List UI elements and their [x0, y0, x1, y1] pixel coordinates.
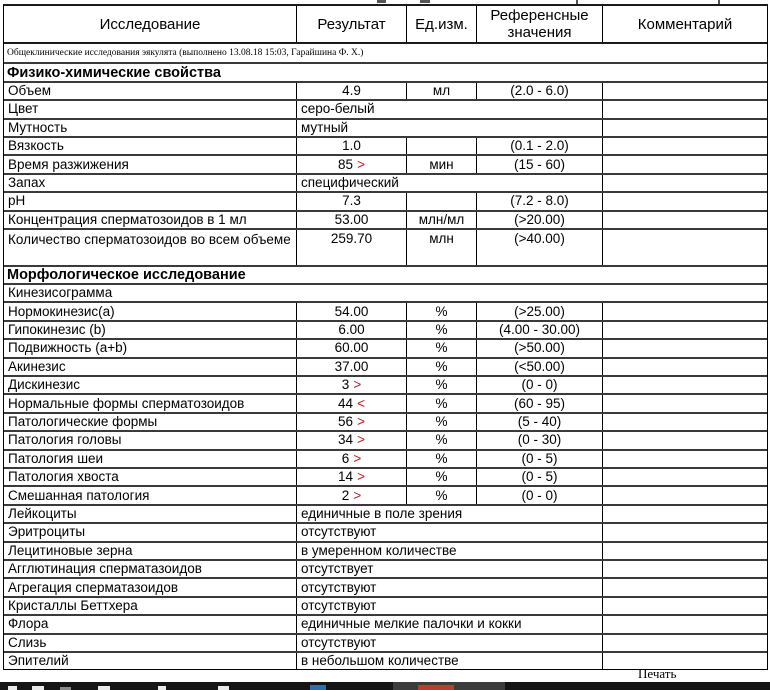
reference-range: (0 - 0)	[476, 377, 602, 393]
row-label: Концентрация сперматозоидов в 1 мл	[8, 211, 247, 227]
unit-value: мл	[406, 83, 476, 99]
table-row	[4, 633, 767, 651]
reference-range: (>50.00)	[476, 340, 602, 356]
row-label: Смешанная патология	[8, 487, 150, 503]
table-row	[4, 357, 767, 375]
result-text: в умеренном количестве	[296, 543, 602, 559]
study-meta-text: Общеклинические исследования эякулята (выполнено 13.08.18 15:03, Гарайшина Ф. Х.)	[7, 48, 364, 59]
result-text: в небольшом количестве	[296, 653, 602, 669]
reference-range: (0 - 0)	[476, 487, 602, 503]
study-meta-row	[4, 44, 767, 62]
reference-range: (>20.00)	[476, 212, 602, 228]
taskbar-app-icon[interactable]	[158, 686, 166, 690]
table-row	[4, 283, 767, 301]
result-value: 44 <	[296, 395, 406, 411]
table-row	[4, 228, 767, 265]
comment-cell	[602, 101, 767, 117]
result-text: отсутствует	[296, 561, 602, 577]
table-row	[4, 81, 767, 99]
result-text: серо-белый	[296, 101, 602, 117]
reference-range: (4.00 - 30.00)	[476, 322, 602, 338]
unit-value: %	[406, 487, 476, 503]
comment-cell	[602, 156, 767, 172]
row-label: Агглютинация сперматазоидов	[8, 561, 202, 577]
table-row	[4, 541, 767, 559]
result-text: мутный	[296, 120, 602, 136]
result-value: 1.0	[296, 138, 406, 154]
comment-cell	[602, 175, 767, 191]
result-value: 37.00	[296, 359, 406, 375]
clipped-text-fragment	[377, 0, 386, 3]
comment-cell	[602, 340, 767, 356]
comment-cell	[602, 469, 767, 485]
out-of-range-flag: >	[357, 432, 365, 448]
table-row	[4, 173, 767, 191]
table-row	[4, 338, 767, 356]
table-row	[4, 118, 767, 136]
row-label: Кристаллы Беттхера	[8, 597, 138, 613]
result-value: 4.9	[296, 83, 406, 99]
comment-cell	[602, 598, 767, 614]
unit-value: %	[406, 322, 476, 338]
result-text: специфический	[296, 175, 602, 191]
table-row	[4, 559, 767, 577]
comment-cell	[602, 138, 767, 154]
column-header-result: Результат	[296, 6, 406, 42]
row-label: Патология шеи	[8, 450, 104, 466]
taskbar-app-icon[interactable]	[98, 686, 110, 690]
comment-cell	[602, 303, 767, 319]
table-row	[4, 577, 767, 595]
column-header-units: Ед.изм.	[406, 6, 476, 42]
lab-results-table	[3, 4, 768, 670]
result-value: 14 >	[296, 469, 406, 485]
row-label: Дискинезис	[8, 377, 81, 393]
comment-cell	[602, 506, 767, 522]
table-row	[4, 191, 767, 209]
result-value: 56 >	[296, 414, 406, 430]
comment-cell	[602, 487, 767, 503]
table-row	[4, 614, 767, 632]
column-header-study: Исследование	[99, 15, 201, 33]
unit-value	[406, 138, 476, 154]
out-of-range-flag: >	[357, 156, 365, 172]
out-of-range-flag: >	[357, 469, 365, 485]
unit-value	[406, 193, 476, 209]
result-value: 6 >	[296, 451, 406, 467]
reference-range: (5 - 40)	[476, 414, 602, 430]
taskbar-app-icon[interactable]	[8, 686, 17, 690]
row-label: Нормальные формы сперматозоидов	[8, 395, 245, 411]
comment-cell	[602, 230, 767, 265]
comment-cell	[602, 561, 767, 577]
unit-value: %	[406, 451, 476, 467]
print-button[interactable]: Печать	[638, 666, 677, 681]
reference-range: (0 - 5)	[476, 451, 602, 467]
unit-value: %	[406, 395, 476, 411]
reference-range: (2.0 - 6.0)	[476, 83, 602, 99]
table-row	[4, 467, 767, 485]
comment-cell	[602, 359, 767, 375]
table-row	[4, 412, 767, 430]
row-label: Подвижность (a+b)	[8, 340, 128, 356]
unit-value: мин	[406, 156, 476, 172]
column-header-reference: Референсные значения	[476, 6, 602, 42]
comment-cell	[602, 653, 767, 669]
table-row	[4, 522, 767, 540]
unit-value: %	[406, 303, 476, 319]
table-row	[4, 320, 767, 338]
comment-cell	[602, 322, 767, 338]
table-row	[4, 99, 767, 117]
comment-cell	[602, 83, 767, 99]
result-text: отсутствуют	[296, 524, 602, 540]
row-label: Слизь	[8, 634, 47, 650]
result-value: 6.00	[296, 322, 406, 338]
table-row	[4, 375, 767, 393]
row-label: Эритроциты	[8, 524, 86, 540]
reference-range: (60 - 95)	[476, 395, 602, 411]
row-label: pH	[8, 193, 26, 209]
row-label: Количество сперматозоидов во всем объеме	[8, 231, 291, 247]
comment-cell	[602, 579, 767, 595]
result-value: 3 >	[296, 377, 406, 393]
result-value: 54.00	[296, 303, 406, 319]
result-text: единичные в поле зрения	[296, 506, 602, 522]
row-label: Агрегация сперматазоидов	[8, 579, 179, 595]
row-label: Мутность	[8, 119, 68, 135]
result-value: 2 >	[296, 487, 406, 503]
out-of-range-flag: <	[357, 395, 365, 411]
unit-value: %	[406, 414, 476, 430]
comment-cell	[602, 543, 767, 559]
comment-cell	[602, 524, 767, 540]
unit-value: млн	[406, 230, 476, 265]
result-value: 7.3	[296, 193, 406, 209]
row-label: Патология головы	[8, 432, 122, 448]
table-row	[4, 596, 767, 614]
row-label: Запах	[8, 174, 46, 190]
comment-cell	[602, 395, 767, 411]
table-row	[4, 136, 767, 154]
row-label: Гипокинезис (b)	[8, 322, 106, 338]
comment-cell	[602, 212, 767, 228]
result-text: единичные мелкие палочки и кокки	[296, 616, 602, 632]
row-label: Флора	[8, 616, 49, 632]
row-label: Лейкоциты	[8, 505, 77, 521]
result-text: отсутствуют	[296, 598, 602, 614]
taskbar-app-icon[interactable]	[310, 685, 326, 690]
row-label: Эпителий	[8, 653, 69, 669]
reference-range: (0 - 30)	[476, 432, 602, 448]
table-row	[4, 301, 767, 319]
comment-cell	[602, 432, 767, 448]
section-header-row	[4, 62, 767, 80]
row-label: Патология хвоста	[8, 469, 119, 485]
comment-cell	[602, 193, 767, 209]
section-label: Кинезисограмма	[8, 285, 113, 301]
taskbar[interactable]	[0, 682, 770, 690]
comment-cell	[602, 120, 767, 136]
table-row	[4, 504, 767, 522]
row-label: Патологические формы	[8, 414, 158, 430]
section-header-row	[4, 265, 767, 283]
table-row	[4, 393, 767, 411]
result-value: 60.00	[296, 340, 406, 356]
section-label: Морфологическое исследование	[7, 266, 246, 283]
taskbar-app-icon[interactable]	[32, 686, 44, 690]
comment-cell	[602, 377, 767, 393]
result-text: отсутствуют	[296, 579, 602, 595]
unit-value: %	[406, 340, 476, 356]
row-label: Акинезис	[8, 358, 66, 374]
result-value: 53.00	[296, 212, 406, 228]
section-label: Физико-химические свойства	[7, 64, 221, 81]
column-header-comment: Комментарий	[602, 6, 767, 42]
row-label: Нормокинезис(a)	[8, 303, 115, 319]
taskbar-active-window-button[interactable]	[393, 682, 505, 690]
row-label: Цвет	[8, 101, 39, 117]
clipped-text-fragment	[420, 0, 430, 3]
taskbar-active-app-icon[interactable]	[418, 685, 454, 690]
out-of-range-flag: >	[357, 414, 365, 430]
row-label: Время разжижения	[8, 156, 129, 172]
result-value: 85 >	[296, 156, 406, 172]
unit-value: млн/мл	[406, 212, 476, 228]
result-text: отсутствуют	[296, 635, 602, 651]
out-of-range-flag: >	[353, 487, 362, 503]
table-row	[4, 430, 767, 448]
table-row	[4, 154, 767, 172]
unit-value: %	[406, 432, 476, 448]
table-row	[4, 449, 767, 467]
reference-range: (0.1 - 2.0)	[476, 138, 602, 154]
reference-range: (>25.00)	[476, 303, 602, 319]
comment-cell	[602, 616, 767, 632]
row-label: Вязкость	[8, 138, 64, 154]
table-row	[4, 485, 767, 503]
reference-range: (15 - 60)	[476, 156, 602, 172]
table-body	[4, 62, 767, 669]
reference-range: (0 - 5)	[476, 469, 602, 485]
taskbar-app-icon[interactable]	[218, 686, 229, 690]
reference-range: (>40.00)	[476, 230, 602, 265]
out-of-range-flag: >	[353, 377, 362, 393]
row-label: Лецитиновые зерна	[8, 542, 133, 558]
reference-range: (7.2 - 8.0)	[476, 193, 602, 209]
row-label: Объем	[8, 82, 52, 98]
result-value: 34 >	[296, 432, 406, 448]
table-header-row	[4, 6, 767, 44]
comment-cell	[602, 635, 767, 651]
unit-value: %	[406, 359, 476, 375]
unit-value: %	[406, 469, 476, 485]
result-value: 259.70	[296, 230, 406, 265]
table-row	[4, 210, 767, 228]
comment-cell	[602, 414, 767, 430]
unit-value: %	[406, 377, 476, 393]
out-of-range-flag: >	[353, 450, 362, 466]
comment-cell	[602, 451, 767, 467]
reference-range: (<50.00)	[476, 359, 602, 375]
